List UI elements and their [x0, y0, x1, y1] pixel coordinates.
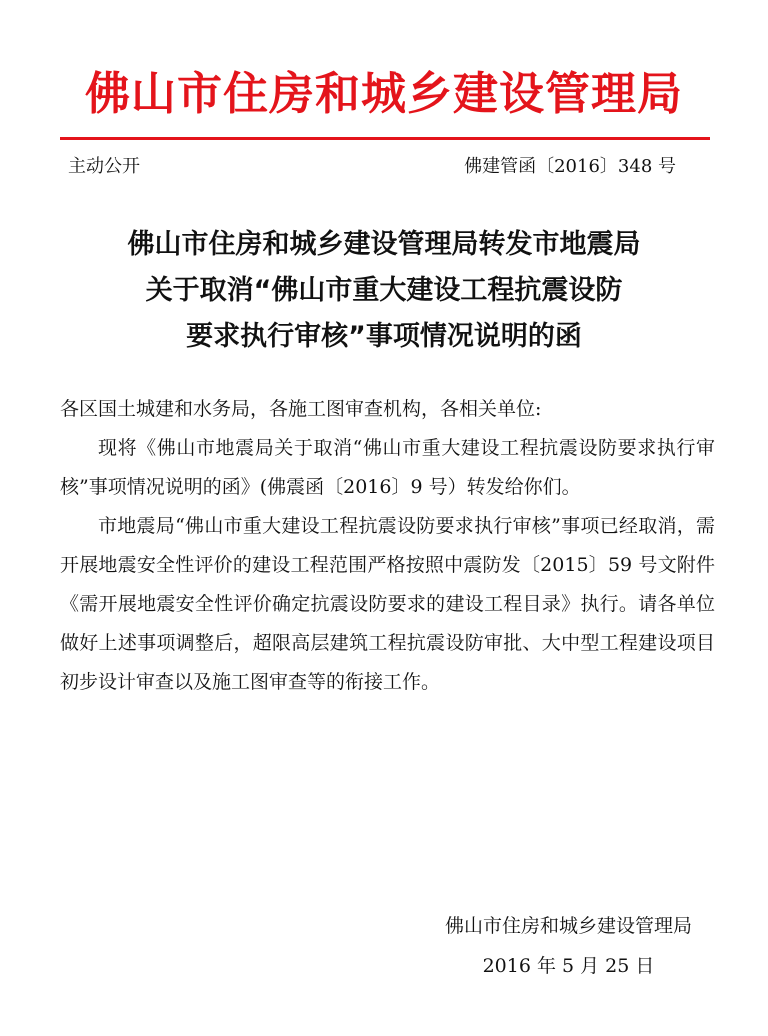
document-body — [60, 390, 715, 702]
body-paragraph: 现将《佛山市地震局关于取消“佛山市重大建设工程抗震设防要求执行审核”事项情况说明的函》(佛震函〔2016〕9 号）转发给你们。 — [60, 437, 715, 498]
document-number: 佛建管函〔2016〕348 号 — [464, 156, 676, 177]
signature-date: 2016 年 5 月 25 日 — [482, 955, 655, 977]
title-line-3: 要求执行审核”事项情况说明的函 — [186, 321, 582, 352]
signature-org: 佛山市住房和城乡建设管理局 — [444, 915, 692, 937]
disclosure-label: 主动公开 — [68, 156, 140, 177]
body-paragraph: 市地震局“佛山市重大建设工程抗震设防要求执行审核”事项已经取消，需开展地震安全性评价的建设工程范围严格按照中震防发〔2015〕59 号文附件《需开展地震安全性评价确定抗震设防要求的建设工程目录》执行。请各单位做好上述事项调整后，超限高层建筑工程抗震设防审批、大中型工程建设项目初步设计审查以及施工图审查等的衔接工作。 — [60, 515, 715, 693]
document-title — [40, 222, 728, 360]
title-line-2: 关于取消“佛山市重大建设工程抗震设防 — [145, 275, 623, 306]
signature-block — [445, 906, 692, 986]
salutation: 各区国土城建和水务局，各施工图审查机构，各相关单位: — [60, 398, 542, 420]
letterhead-title: 佛山市住房和城乡建设管理局 — [84, 67, 683, 120]
letterhead-divider — [60, 137, 710, 140]
title-line-1: 佛山市住房和城乡建设管理局转发市地震局 — [127, 229, 641, 260]
